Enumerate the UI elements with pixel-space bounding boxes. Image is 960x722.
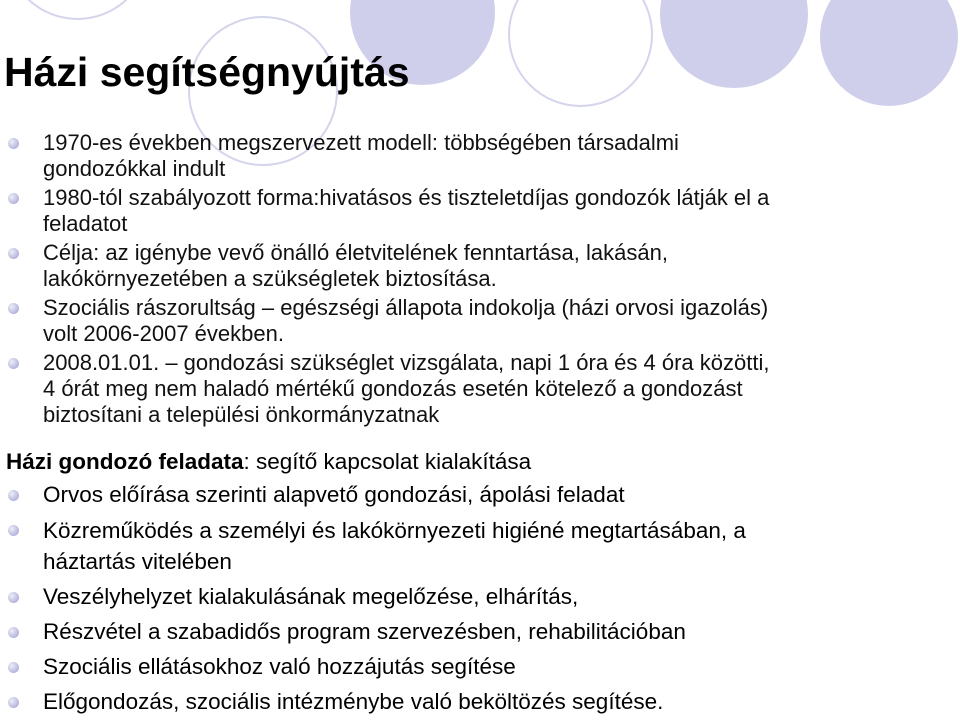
list-item-line: feladatot [43,211,128,236]
list-item [0,295,940,347]
bullet-icon [8,193,19,204]
list-item-line: lakókörnyezetében a szükségletek biztosítása. [43,266,497,291]
decorative-circle [660,0,808,88]
decorative-circle [508,0,653,107]
list-item-line: Részvétel a szabadidős program szervezésben, rehabilitációban [43,619,686,644]
list-item-line: 1980-tól szabályozott forma:hivatásos és tiszteletdíjas gondozók látják el a [43,185,770,210]
list-item-line: Célja: az igénybe vevő önálló életvitelének fenntartása, lakásán, [43,240,668,265]
bullet-icon [8,662,19,673]
decorative-circle [820,0,958,106]
list-item-line: Közreműködés a személyi és lakókörnyezeti higiéné megtartásában, a [43,518,746,543]
bullet-list-duties [0,480,940,722]
slide-title: Házi segítségnyújtás [4,49,410,95]
list-item-line: 1970-es években megszervezett modell: többségében társadalmi [43,130,679,155]
list-item [0,515,940,577]
list-item-line: Szociális rászorultság – egészségi állapota indokolja (házi orvosi igazolás) [43,295,769,320]
bullet-icon [8,490,19,501]
list-item-line: Szociális ellátásokhoz való hozzájutás segítése [43,654,516,679]
list-item-line: háztartás vitelében [43,549,232,574]
caregiver-duties-heading [6,447,531,477]
list-item [0,582,940,612]
bullet-icon [8,592,19,603]
list-item [0,480,940,510]
bullet-list-history [0,130,940,431]
bullet-icon [8,525,19,536]
list-item-line: Veszélyhelyzet kialakulásának megelőzése, elhárítás, [43,584,579,609]
list-item [0,350,940,428]
list-item [0,240,940,292]
bullet-icon [8,697,19,708]
list-item-line: 4 órát meg nem haladó mértékű gondozás esetén kötelező a gondozást [43,376,743,401]
bullet-icon [8,248,19,259]
list-item-line: gondozókkal indult [43,156,226,181]
list-item-line: volt 2006-2007 években. [43,321,284,346]
bullet-icon [8,627,19,638]
decorative-circle [5,0,150,20]
list-item [0,652,940,682]
list-item-line: biztosítani a települési önkormányzatnak [43,402,440,427]
list-item-line: Orvos előírása szerinti alapvető gondozási, ápolási feladat [43,482,625,507]
list-item-line: Előgondozás, szociális intézménybe való beköltözés segítése. [43,689,664,714]
bullet-icon [8,138,19,149]
list-item-line: 2008.01.01. – gondozási szükséglet vizsgálata, napi 1 óra és 4 óra közötti, [43,350,770,375]
bullet-icon [8,358,19,369]
subheading-bold: Házi gondozó feladata [6,449,244,474]
list-item [0,687,940,717]
list-item [0,617,940,647]
list-item [0,185,940,237]
list-item [0,130,940,182]
subheading-rest: : segítő kapcsolat kialakítása [243,449,532,474]
bullet-icon [8,303,19,314]
